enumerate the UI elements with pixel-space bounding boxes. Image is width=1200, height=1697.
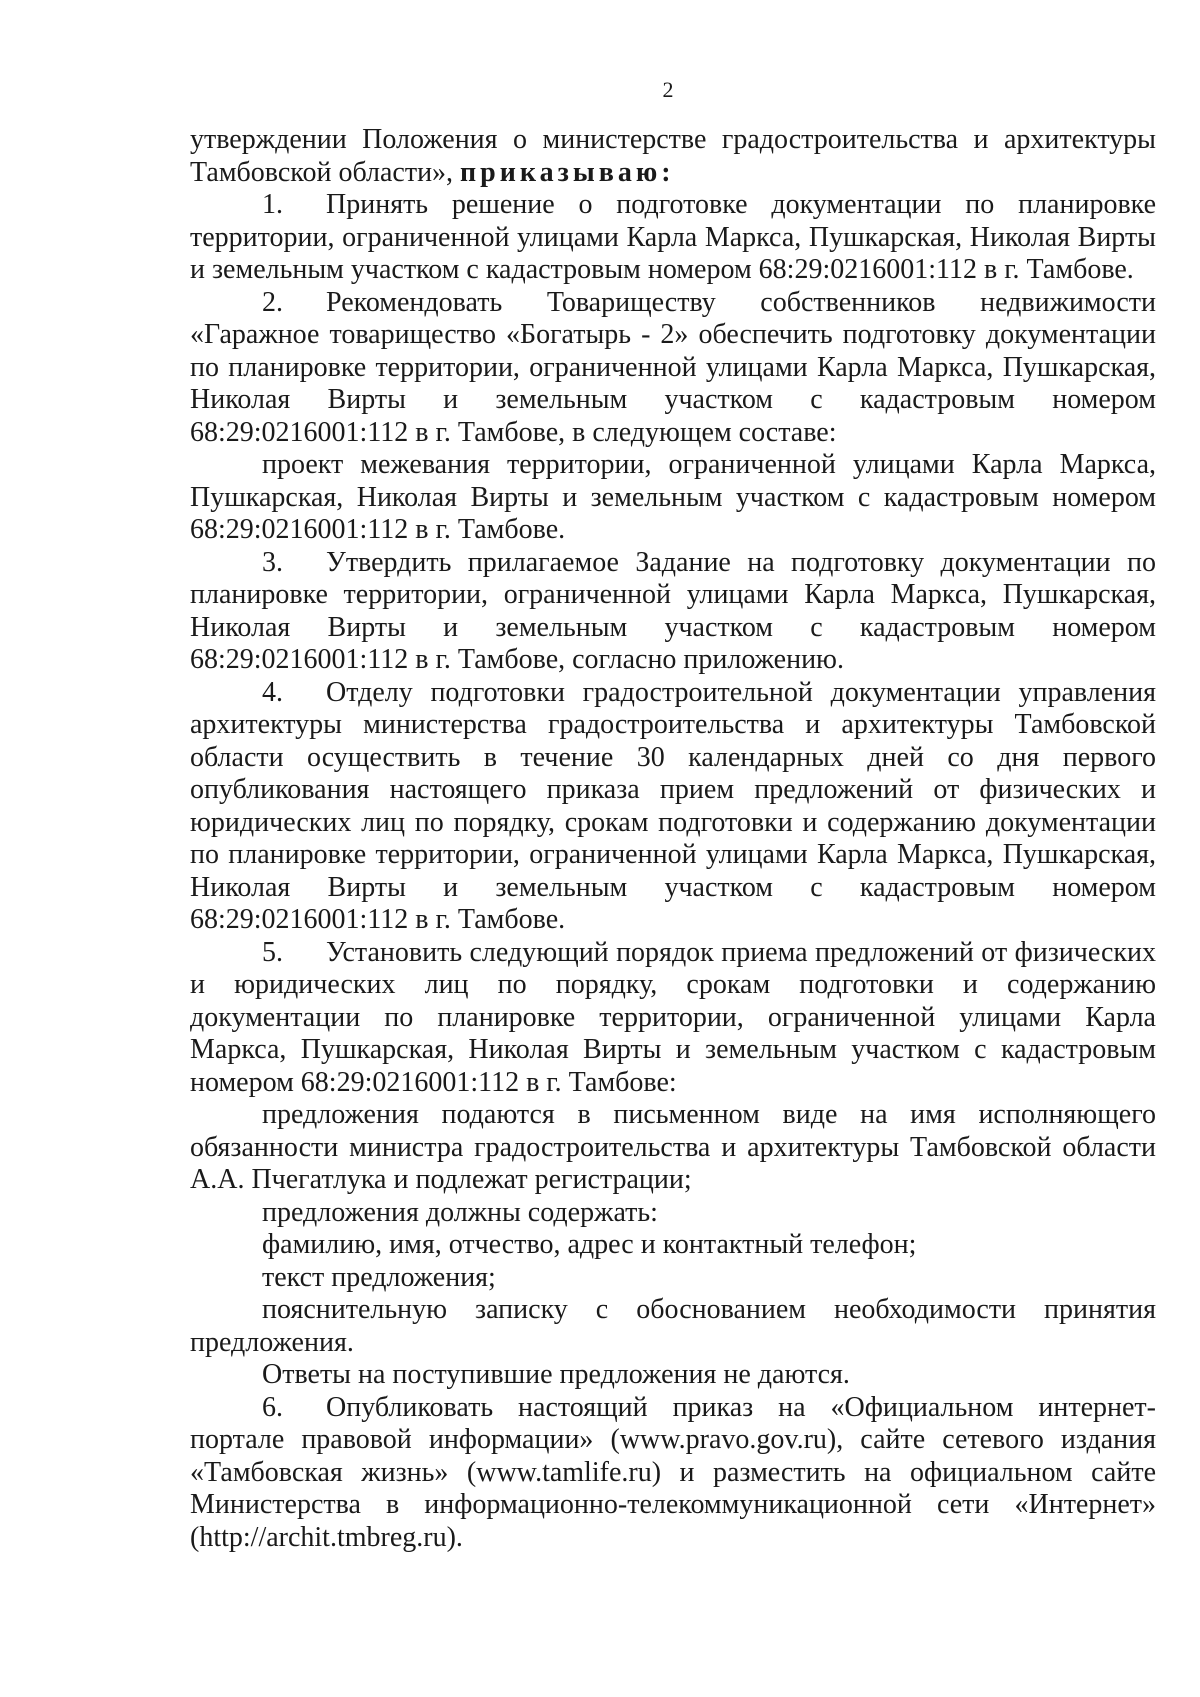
item-number: 1.	[262, 189, 283, 220]
item-4	[190, 677, 1156, 937]
intro-paragraph	[190, 124, 1156, 189]
item-5-subparagraph-1	[190, 1099, 1156, 1197]
item-5-subparagraph-6	[190, 1359, 1156, 1392]
item-number: 3.	[262, 546, 283, 578]
item-5	[190, 937, 1156, 1100]
item-number: 2.	[262, 286, 283, 318]
item-1	[190, 189, 1156, 287]
item-text: проект межевания территории, ограниченной улицами Карла Маркса, Пушкарская, Николая Вирты и земельным участком с кадастровым номером 68:29:0216001:112 в г. Тамбове.	[190, 449, 1156, 545]
item-number: 5.	[262, 936, 283, 968]
item-text: Опубликовать настоящий приказ на «Официальном интернет-портале правовой информации» (www.pravo.gov.ru), сайте сетевого издания «Тамбовская жизнь» (www.tamlife.ru) и разместить на официальном сайте Министерства в информационно-телекоммуникационной сети «Интернет» (http://archit.tmbreg.ru).	[190, 1391, 1156, 1553]
item-number: 4.	[262, 676, 283, 708]
item-text: текст предложения;	[262, 1261, 496, 1293]
item-text: фамилию, имя, отчество, адрес и контактный телефон;	[262, 1229, 917, 1260]
item-3	[190, 547, 1156, 677]
item-text: Установить следующий порядок приема предложений от физических и юридических лиц по порядку, срокам подготовки и содержанию документации по планировке территории, ограниченной улицами Карла Маркса, Пушкарская, Николая Вирты и земельным участком с кадастровым номером 68:29:0216001:112 в г. Тамбове:	[190, 936, 1156, 1098]
document-page	[190, 78, 1156, 1554]
item-5-subparagraph-2	[190, 1197, 1156, 1230]
page-number: 2	[662, 77, 674, 102]
item-text: пояснительную записку с обоснованием необходимости принятия предложения.	[190, 1294, 1156, 1358]
item-number: 6.	[262, 1391, 283, 1423]
item-5-subparagraph-5	[190, 1294, 1156, 1359]
item-6	[190, 1392, 1156, 1555]
item-text: Принять решение о подготовке документации по планировке территории, ограниченной улицами Карла Маркса, Пушкарская, Николая Вирты и земельным участком с кадастровым номером 68:29:0216001:112 в г. Тамбове.	[190, 189, 1156, 285]
item-text: Утвердить прилагаемое Задание на подготовку документации по планировке территории, ограниченной улицами Карла Маркса, Пушкарская, Николая Вирты и земельным участком с кадастровым номером 68:29:0216001:112 в г. Тамбове, согласно приложению.	[190, 546, 1156, 675]
item-text: предложения должны содержать:	[262, 1196, 658, 1228]
item-5-subparagraph-3	[190, 1229, 1156, 1262]
item-5-subparagraph-4	[190, 1262, 1156, 1295]
item-text: Отделу подготовки градостроительной документации управления архитектуры министерства градостроительства и архитектуры Тамбовской области осуществить в течение 30 календарных дней со дня первого опубликования настоящего приказа прием предложений от физических и юридических лиц по порядку, срокам подготовки и содержанию документации по планировке территории, ограниченной улицами Карла Маркса, Пушкарская, Николая Вирты и земельным участком с кадастровым номером 68:29:0216001:112 в г. Тамбове.	[190, 676, 1156, 935]
item-text: предложения подаются в письменном виде на имя исполняющего обязанности министра градостроительства и архитектуры Тамбовской области А.А. Пчегатлука и подлежат регистрации;	[190, 1099, 1156, 1195]
intro-text: утверждении Положения о министерстве градостроительства и архитектуры Тамбовской области»,	[190, 124, 1156, 188]
item-text: Рекомендовать Товариществу собственников недвижимости «Гаражное товарищество «Богатырь - 2» обеспечить подготовку документации по планировке территории, ограниченной улицами Карла Маркса, Пушкарская, Николая Вирты и земельным участком с кадастровым номером 68:29:0216001:112 в г. Тамбове, в следующем составе:	[190, 286, 1156, 448]
item-2	[190, 287, 1156, 450]
item-text: Ответы на поступившие предложения не даются.	[262, 1359, 850, 1390]
order-word: приказываю:	[460, 156, 675, 188]
item-2-subparagraph	[190, 449, 1156, 547]
